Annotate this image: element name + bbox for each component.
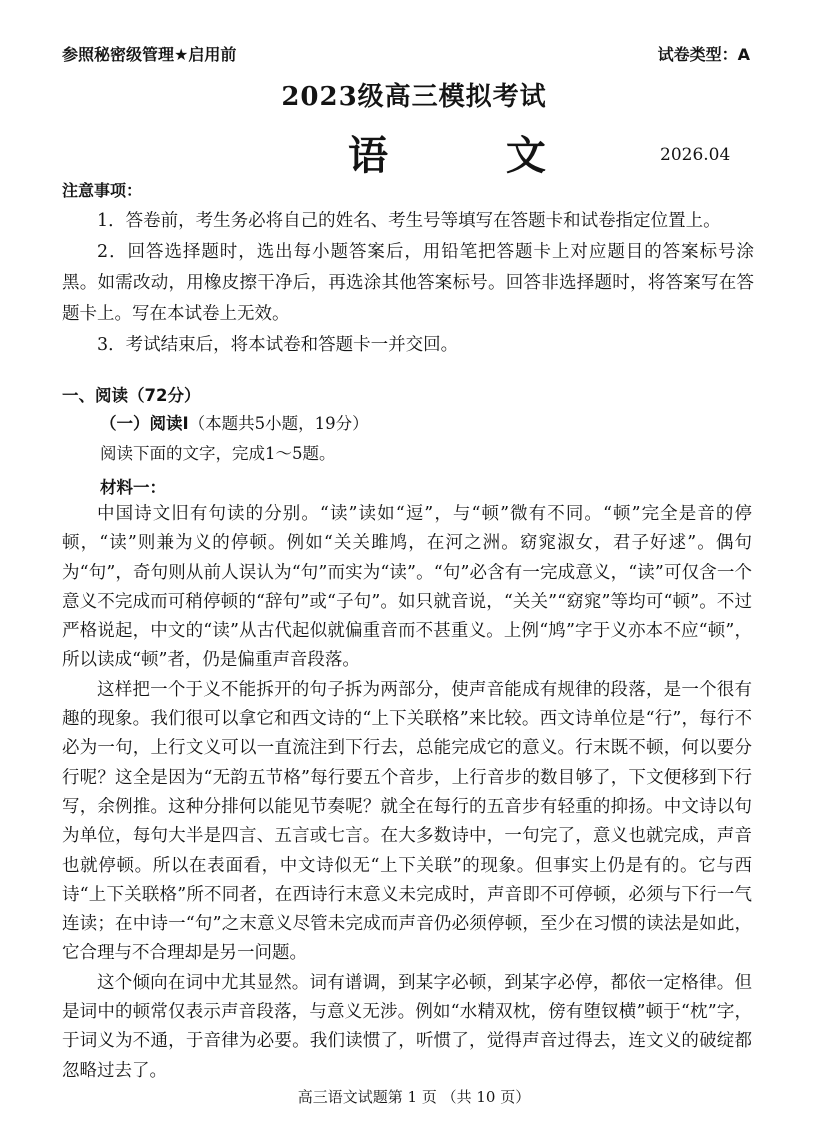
confidentiality-label: 参照秘密级管理★启用前 bbox=[62, 45, 237, 64]
part-title: （一）阅读Ⅰ bbox=[100, 414, 189, 433]
part-note: （本题共5小题，19分） bbox=[188, 414, 369, 433]
paper-type-label: 试卷类型：A bbox=[657, 45, 750, 64]
notice-heading: 注意事项： bbox=[62, 181, 143, 200]
material-label: 材料一： bbox=[100, 478, 166, 497]
notice-item: 1．答卷前，考生务必将自己的姓名、考生号等填写在答题卡和试卷指定位置上。 bbox=[97, 211, 721, 231]
notice-list bbox=[62, 206, 754, 361]
notice-item: 3．考试结束后，将本试卷和答题卡一并交回。 bbox=[97, 335, 459, 355]
reading-instruction: 阅读下面的文字，完成1～5题。 bbox=[100, 444, 336, 463]
passage-paragraph: 这个倾向在词中尤其显然。词有谱调，到某字必顿，到某字必停，都依一定格律。但是词中的顿常仅表示声音段落，与意义无涉。例如“水精双枕，傍有堕钗横”顿于“枕”字，于词义为不通，于音律为必要。我们读惯了，听惯了，觉得声音过得去，连文义的破绽都忽略过去了。 bbox=[62, 972, 752, 1081]
notice-item: 2．回答选择题时，选出每小题答案后，用铅笔把答题卡上对应题目的答案标号涂黑。如需改动，用橡皮擦干净后，再选涂其他答案标号。回答非选择题时，将答案写在答题卡上。写在本试卷上无效。 bbox=[62, 242, 754, 324]
passage-paragraph: 中国诗文旧有句读的分别。“读”读如“逗”，与“顿”微有不同。“顿”完全是音的停顿，“读”则兼为义的停顿。例如“关关雎鸠，在河之洲。窈窕淑女，君子好逑”。偶句为“句”，奇句则从前人误认为“句”而实为“读”。“句”必含有一完成意义，“读”可仅含一个意义不完成而可稍停顿的“辞句”或“子句”。如只就音说，“关关”“窈窕”等均可“顿”。不过严格说起，中文的“读”从古代起似就偏重音而不甚重义。上例“鸠”字于义亦本不应“顿”，所以读成“顿”者，仍是偏重声音段落。 bbox=[62, 504, 752, 671]
exam-title: 2023级高三模拟考试 bbox=[281, 82, 547, 112]
subject-title: 语 文 bbox=[348, 133, 598, 179]
part-heading bbox=[100, 410, 369, 434]
exam-date: 2026.04 bbox=[660, 145, 731, 165]
reading-passage bbox=[62, 500, 752, 1086]
page-footer: 高三语文试题第 1 页 （共 10 页） bbox=[297, 1088, 531, 1106]
passage-paragraph: 这样把一个于义不能拆开的句子拆为两部分，使声音能成有规律的段落，是一个很有趣的现象。我们很可以拿它和西文诗的“上下关联格”来比较。西文诗单位是“行”，每行不必为一句，上行文义可以一直流注到下行去，总能完成它的意义。行末既不顿，何以要分行呢？这全是因为“无韵五节格”每行要五个音步，上行音步的数目够了，下文便移到下行写，余例推。这种分排何以能见节奏呢？就全在每行的五音步有轻重的抑扬。中文诗以句为单位，每句大半是四言、五言或七言。在大多数诗中，一句完了，意义也就完成，声音也就停顿。所以在表面看，中文诗似无“上下关联”的现象。但事实上仍是有的。它与西诗“上下关联格”所不同者，在西诗行末意义未完成时，声音即不可停顿，必须与下行一气连读；在中诗一“句”之末意义尽管未完成而声音仍必须停顿，至少在习惯的读法是如此，它合理与不合理却是另一问题。 bbox=[62, 679, 752, 964]
section-heading: 一、阅读（72分） bbox=[62, 386, 201, 405]
